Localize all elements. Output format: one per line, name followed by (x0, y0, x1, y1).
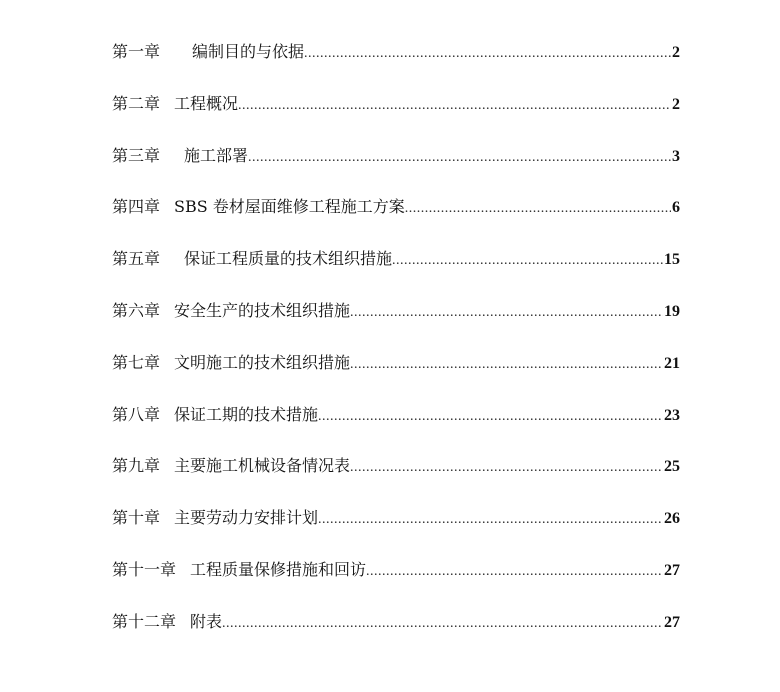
toc-chapter-title: 附表 (190, 611, 223, 631)
toc-chapter-number: 第九章 (112, 456, 161, 476)
toc-page-number: 6 (672, 199, 680, 217)
toc-dot-leader (392, 245, 663, 277)
toc-chapter-title: SBS 卷材屋面维修工程施工方案 (174, 197, 405, 217)
toc-entry[interactable] (112, 191, 680, 243)
toc-chapter-title: 工程质量保修措施和回访 (190, 559, 367, 579)
toc-chapter-number: 第二章 (112, 93, 161, 113)
toc-page-number: 2 (672, 95, 680, 113)
toc-chapter-number: 第五章 (112, 249, 161, 269)
toc-dot-leader (248, 142, 671, 174)
toc-dot-leader (318, 401, 663, 433)
toc-dot-leader (350, 297, 663, 329)
toc-entry[interactable] (112, 554, 680, 606)
toc-page-number: 27 (664, 561, 680, 579)
toc-entry[interactable] (112, 502, 680, 554)
toc-entry[interactable] (112, 399, 680, 451)
toc-page-number: 23 (664, 406, 680, 424)
toc-dot-leader (318, 504, 663, 536)
toc-chapter-number: 第三章 (112, 145, 161, 165)
toc-page-number: 26 (664, 510, 680, 528)
toc-dot-leader (238, 90, 671, 122)
toc-dot-leader (304, 38, 671, 70)
toc-chapter-number: 第十二章 (112, 611, 177, 631)
toc-chapter-title: 保证工程质量的技术组织措施 (184, 249, 393, 269)
toc-entry[interactable] (112, 347, 680, 399)
toc-entry[interactable] (112, 606, 680, 658)
toc-page-number: 15 (664, 251, 680, 269)
toc-chapter-number: 第八章 (112, 404, 161, 424)
toc-chapter-title: 工程概况 (174, 93, 239, 113)
toc-entry[interactable] (112, 88, 680, 140)
toc-page-number: 21 (664, 354, 680, 372)
toc-page-number: 3 (672, 147, 680, 165)
toc-chapter-number: 第七章 (112, 352, 161, 372)
toc-dot-leader (350, 452, 663, 484)
toc-chapter-title: 安全生产的技术组织措施 (174, 300, 351, 320)
toc-chapter-title: 文明施工的技术组织措施 (174, 352, 351, 372)
toc-chapter-title: 编制目的与依据 (192, 42, 305, 61)
toc-entry[interactable] (112, 243, 680, 295)
toc-chapter-number: 第四章 (112, 197, 161, 217)
table-of-contents (112, 36, 680, 658)
toc-entry[interactable] (112, 140, 680, 192)
toc-chapter-title: 施工部署 (184, 145, 249, 165)
toc-dot-leader (222, 608, 663, 640)
toc-chapter-title: 保证工期的技术措施 (174, 404, 319, 424)
toc-chapter-number: 第六章 (112, 300, 161, 320)
toc-entry[interactable] (112, 36, 680, 88)
toc-page-number: 19 (664, 302, 680, 320)
toc-chapter-number: 第十一章 (112, 559, 177, 579)
toc-dot-leader (366, 556, 663, 588)
toc-entry[interactable] (112, 295, 680, 347)
toc-dot-leader (350, 349, 663, 381)
toc-page-number: 2 (672, 44, 680, 61)
toc-chapter-number: 第一章 (112, 42, 161, 61)
toc-page-number: 27 (664, 613, 680, 631)
toc-page-number: 25 (664, 458, 680, 476)
toc-entry[interactable] (112, 450, 680, 502)
toc-chapter-number: 第十章 (112, 508, 161, 528)
toc-chapter-title: 主要劳动力安排计划 (174, 508, 319, 528)
toc-dot-leader (405, 193, 671, 225)
toc-chapter-title: 主要施工机械设备情况表 (174, 456, 351, 476)
